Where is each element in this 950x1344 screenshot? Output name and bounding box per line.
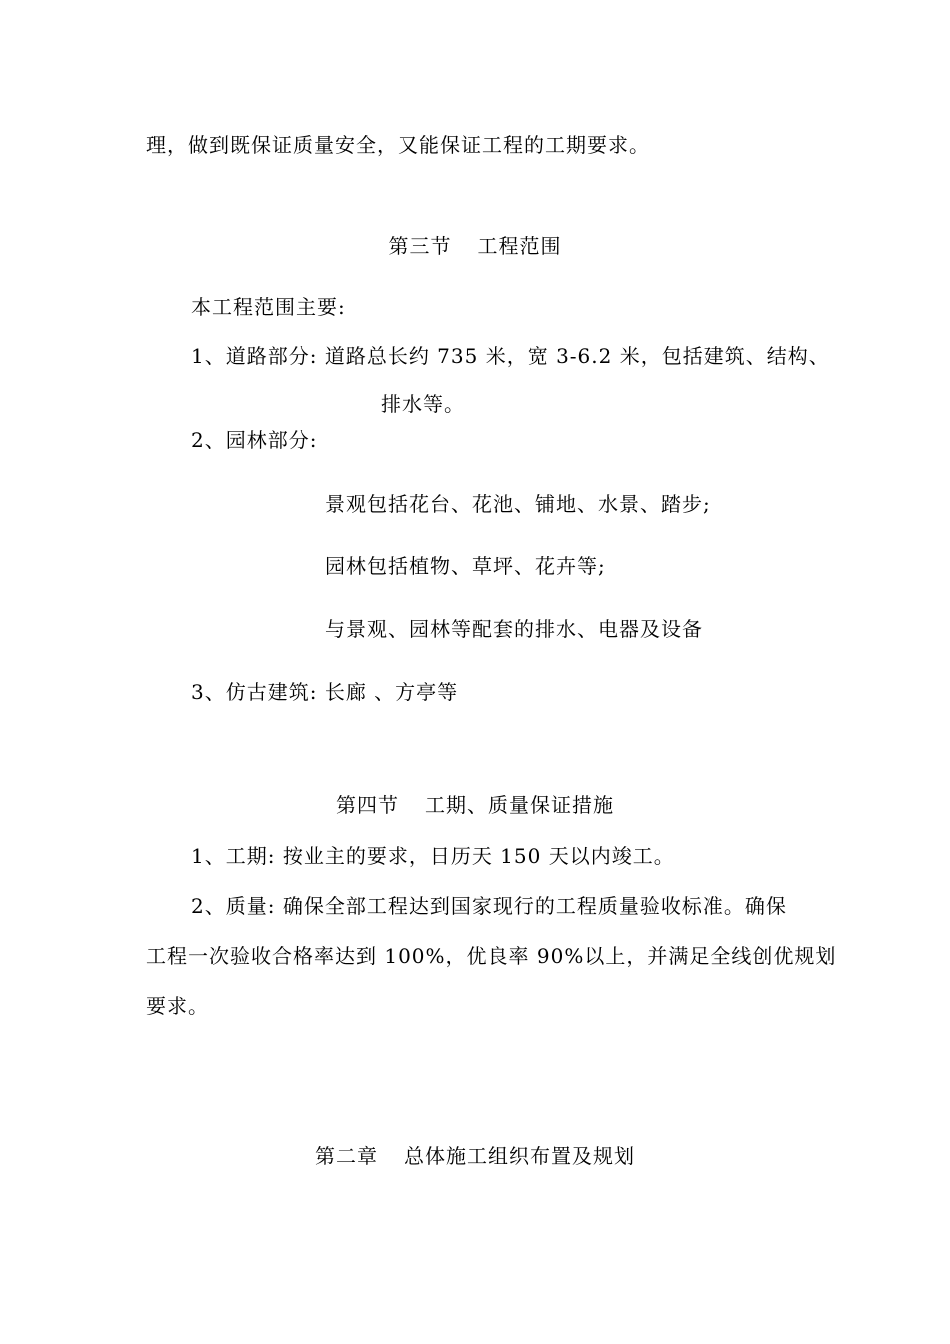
section-4-item-2-line-1: 2、质量: 确保全部工程达到国家现行的工程质量验收标准。确保 [191, 894, 787, 918]
section-3-item-2-sub-2: 园林包括植物、草坪、花卉等; [325, 554, 606, 578]
chapter-2-number: 第二章 [315, 1144, 378, 1168]
intro-continuation: 理，做到既保证质量安全，又能保证工程的工期要求。 [146, 133, 650, 157]
section-4-item-2-line-2: 工程一次验收合格率达到 100%，优良率 90%以上，并满足全线创优规划 [146, 944, 837, 968]
section-3-title: 工程范围 [477, 234, 562, 258]
section-3-item-1: 1、道路部分: 道路总长约 735 米，宽 3-6.2 米，包括建筑、结构、 [191, 344, 830, 368]
section-4-item-1: 1、工期: 按业主的要求，日历天 150 天以内竣工。 [191, 844, 675, 868]
section-4-title: 工期、质量保证措施 [425, 793, 614, 817]
section-4-item-2-line-3: 要求。 [146, 994, 209, 1018]
section-3-item-1-continuation: 排水等。 [381, 392, 465, 416]
section-3-item-2-sub-1: 景观包括花台、花池、铺地、水景、踏步; [325, 492, 711, 516]
section-4-heading [0, 795, 950, 815]
section-3-item-2-sub-3: 与景观、园林等配套的排水、电器及设备 [325, 617, 703, 641]
section-3-heading [0, 236, 950, 256]
section-3-item-3: 3、仿古建筑: 长廊 、方亭等 [191, 680, 459, 704]
chapter-2-title: 总体施工组织布置及规划 [404, 1144, 635, 1168]
section-4-number: 第四节 [336, 793, 399, 817]
section-3-item-2: 2、园林部分: [191, 428, 318, 452]
section-3-number: 第三节 [388, 234, 452, 258]
section-3-lead: 本工程范围主要: [191, 295, 346, 319]
chapter-2-heading [0, 1146, 950, 1166]
